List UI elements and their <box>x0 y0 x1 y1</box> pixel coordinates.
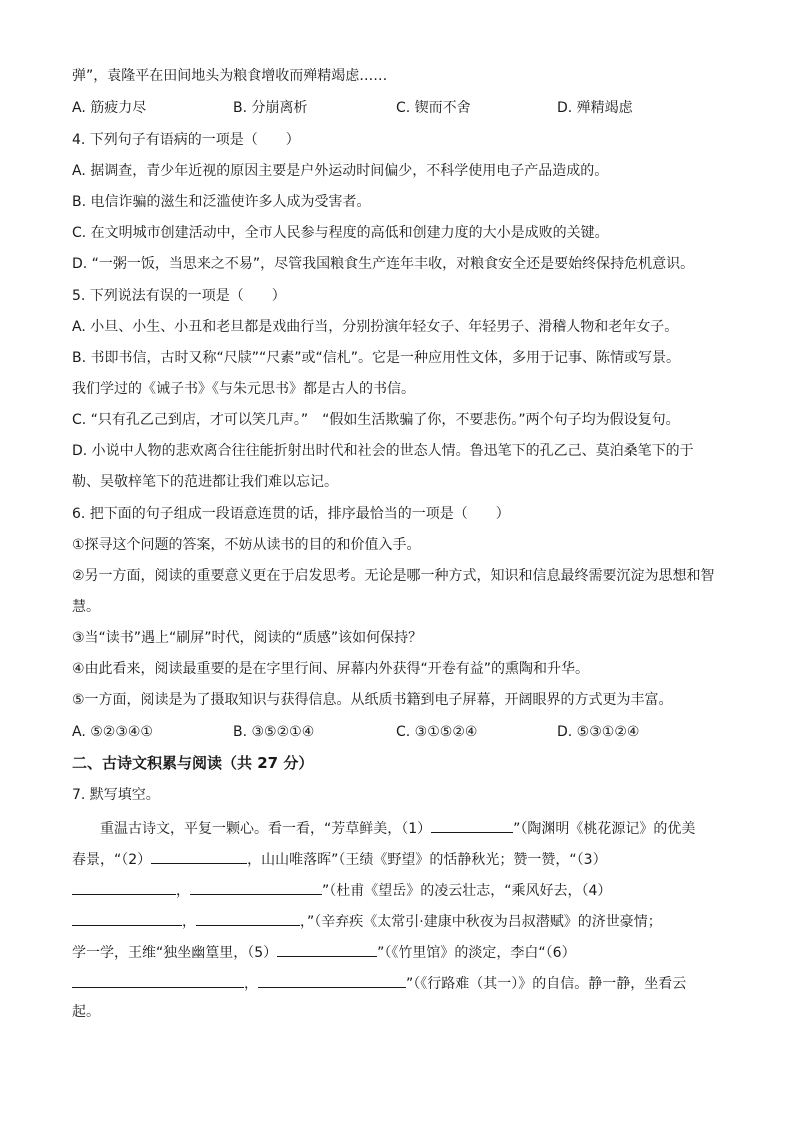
blank-3a[interactable] <box>72 878 176 895</box>
q6-sentence-5: ⑤一方面，阅读是为了摄取知识与获得信息。从纸质书籍到电子屏幕，开阔眼界的方式更为丰富。 <box>72 692 673 708</box>
q3-option-b: B. 分崩离析 <box>233 100 308 116</box>
q4-stem: 4. 下列句子有语病的一项是（ ） <box>72 132 300 148</box>
q7-line-6 <box>72 971 686 994</box>
q5-option-d-cont: 勒、吴敬梓笔下的范进都让我们难以忘记。 <box>72 474 338 490</box>
intro-line: 弹”，袁隆平在田间地头为粮食增收而殚精竭虑…… <box>72 68 388 84</box>
q4-option-a: A. 据调查，青少年近视的原因主要是户外运动时间偏少，不科学使用电子产品造成的。 <box>72 163 609 179</box>
q5-option-b: B. 书即书信，古时又称“尺牍”“尺素”或“信札”。它是一种应用性文体，多用于记事、陈情或写景。 <box>72 350 681 366</box>
q7-line-1-text-b: ”（陶渊明《桃花源记》的优美 <box>513 821 696 837</box>
q7-line-5 <box>72 940 576 963</box>
q7-line-2-text-a: 春景，“（2） <box>72 852 152 868</box>
q6-option-a: A. ⑤②③④① <box>72 724 153 740</box>
q6-sentence-2-cont: 慧。 <box>72 599 100 615</box>
q3-option-d: D. 殚精竭虑 <box>557 100 633 116</box>
blank-5[interactable] <box>277 940 377 957</box>
blank-6a[interactable] <box>72 971 244 988</box>
q6-sentence-1: ①探寻这个问题的答案，不妨从读书的目的和价值入手。 <box>72 537 421 553</box>
q5-option-b-cont: 我们学过的《诫子书》《与朱元思书》都是古人的书信。 <box>72 381 415 397</box>
q7-line-3-comma: ， <box>176 883 190 899</box>
q7-line-6-text: ”（《行路难（其一）》的自信。静一静，坐看云 <box>406 976 687 992</box>
q7-line-1 <box>72 816 695 839</box>
q7-line-3-text: ”（杜甫《望岳》的凌云壮志，“乘风好去，（4） <box>322 883 612 899</box>
q3-option-c: C. 锲而不舍 <box>396 100 471 116</box>
q7-line-2 <box>72 847 607 870</box>
q4-option-b: B. 电信诈骗的滋生和泛滥使许多人成为受害者。 <box>72 194 371 210</box>
q5-option-d: D. 小说中人物的悲欢离合往往能折射出时代和社会的世态人情。鲁迅笔下的孔乙己、莫泊桑笔下的于 <box>72 443 694 459</box>
q6-option-d: D. ⑤③①②④ <box>557 724 640 740</box>
blank-1[interactable] <box>431 816 513 833</box>
q3-option-a: A. 筋疲力尽 <box>72 100 147 116</box>
q7-line-1-text-a: 重温古诗文，平复一颗心。看一看，“芳草鲜美，（1） <box>100 821 432 837</box>
blank-4b[interactable] <box>196 909 300 926</box>
q7-line-6-comma: ， <box>244 976 258 992</box>
section-2-heading: 二、古诗文积累与阅读（共 27 分） <box>72 754 314 772</box>
q6-sentence-4: ④由此看来，阅读最重要的是在字里行间、屏幕内外获得“开卷有益”的熏陶和升华。 <box>72 661 590 677</box>
blank-3b[interactable] <box>190 878 322 895</box>
q4-option-d: D. “一粥一饭，当思来之不易”，尽管我国粮食生产连年丰收，对粮食安全还是要始终保持危机意识。 <box>72 256 695 272</box>
q6-option-b: B. ③⑤②①④ <box>233 724 315 740</box>
q7-line-4 <box>72 909 662 932</box>
q7-line-5-text-b: ”（《竹里馆》的淡定，李白“（6） <box>377 945 576 961</box>
q6-sentence-2: ②另一方面，阅读的重要意义更在于启发思考。无论是哪一种方式，知识和信息最终需要沉淀为思想和智 <box>72 568 715 584</box>
q7-line-2-text-b: ，山山唯落晖”（王绩《野望》的恬静秋光；赞一赞，“（3） <box>247 852 607 868</box>
q5-option-a: A. 小旦、小生、小丑和老旦都是戏曲行当，分别扮演年轻女子、年轻男子、滑稽人物和老年女子。 <box>72 319 679 335</box>
blank-6b[interactable] <box>258 971 406 988</box>
q6-stem: 6. 把下面的句子组成一段语意连贯的话，排序最恰当的一项是（ ） <box>72 506 510 522</box>
q6-sentence-3: ③当“读书”遇上“刷屏”时代，阅读的“质感”该如何保持？ <box>72 630 423 646</box>
q7-line-5-text-a: 学一学，王维“独坐幽篁里，（5） <box>72 945 278 961</box>
q5-stem: 5. 下列说法有误的一项是（ ） <box>72 288 286 304</box>
q7-stem: 7. 默写填空。 <box>72 787 160 803</box>
q7-line-4-text: ，”（辛弃疾《太常引·建康中秋夜为吕叔潜赋》的济世豪情； <box>300 914 662 930</box>
q7-line-7: 起。 <box>72 1004 100 1020</box>
q6-option-c: C. ③①⑤②④ <box>396 724 478 740</box>
q7-line-3 <box>72 878 611 901</box>
blank-4a[interactable] <box>72 909 182 926</box>
q7-line-4-comma: ， <box>182 914 196 930</box>
q4-option-c: C. 在文明城市创建活动中，全市人民参与程度的高低和创建力度的大小是成败的关键。 <box>72 225 609 241</box>
q5-option-c: C. “只有孔乙己到店，才可以笑几声。” “假如生活欺骗了你，不要悲伤。”两个句子均为假设复句。 <box>72 412 680 428</box>
blank-2[interactable] <box>151 847 247 864</box>
